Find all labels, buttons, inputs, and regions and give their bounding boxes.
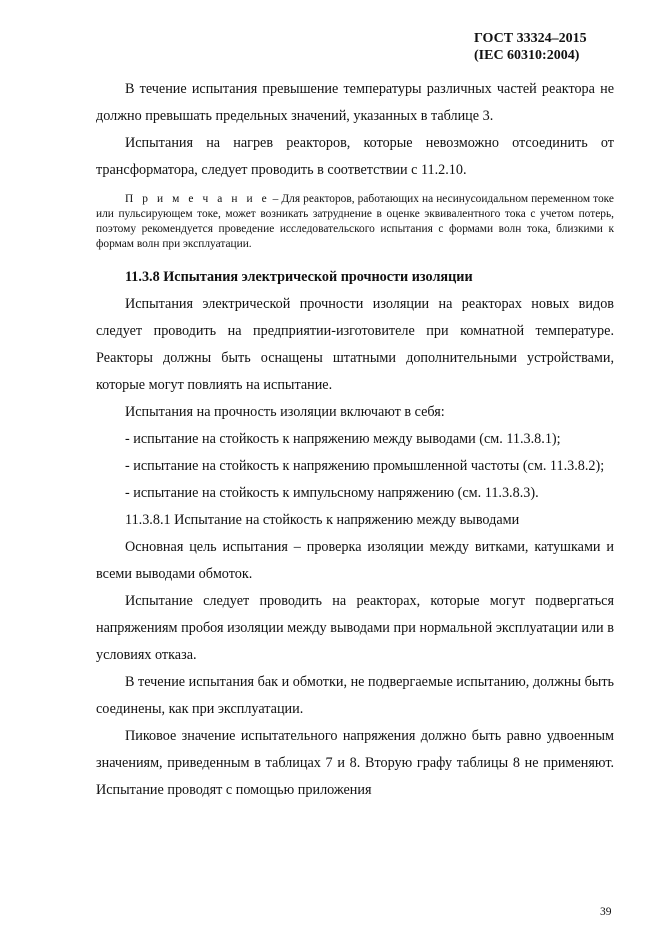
note-label: П р и м е ч а н и е bbox=[125, 193, 270, 205]
standard-reference: (IEC 60310:2004) bbox=[474, 48, 580, 63]
paragraph-temperature-limit: В течение испытания превышение температуры различных частей реактора не должно превышать предельных значений, указанных в таблице 3. bbox=[96, 81, 614, 124]
page-number: 39 bbox=[600, 906, 612, 918]
section-heading: 11.3.8 Испытания электрической прочности изоляции bbox=[125, 269, 473, 285]
paragraph-purpose: Основная цель испытания – проверка изоляции между витками, катушками и всеми выводами обмоток. bbox=[96, 539, 614, 582]
paragraph-tank-connection: В течение испытания бак и обмотки, не подвергаемые испытанию, должны быть соединены, как при эксплуатации. bbox=[96, 674, 614, 717]
note bbox=[96, 192, 614, 252]
list-item-1: - испытание на стойкость к напряжению между выводами (см. 11.3.8.1); bbox=[125, 431, 561, 447]
paragraph-applicability: Испытание следует проводить на реакторах, которые могут подвергаться напряжениям пробоя изоляции между выводами при нормальной эксплуатации или в условиях отказа. bbox=[96, 593, 614, 663]
list-item-2: - испытание на стойкость к напряжению промышленной частоты (см. 11.3.8.2); bbox=[125, 458, 605, 474]
paragraph-heating-tests: Испытания на нагрев реакторов, которые невозможно отсоединить от трансформатора, следует проводить в соответствии с 11.2.10. bbox=[96, 135, 614, 178]
page-body bbox=[96, 76, 614, 804]
subsection-heading: 11.3.8.1 Испытание на стойкость к напряжению между выводами bbox=[125, 512, 520, 528]
paragraph-peak-voltage: Пиковое значение испытательного напряжения должно быть равно удвоенным значениям, приведенным в таблицах 7 и 8. Вторую графу таблицы 8 не применяют. Испытание проводят с помощью приложения bbox=[96, 728, 614, 798]
document-header bbox=[474, 30, 624, 64]
note-text: – Для реакторов, работающих на несинусоидальном переменном токе или пульсирующем токе, может возникать затруднение в оценке эквивалентного тока с учетом потерь, поэтому рекомендуется проведение исследовательского испытания с формами волн тока, близкими к формам волн при эксплуатации. bbox=[96, 193, 614, 250]
paragraph-tests-include: Испытания на прочность изоляции включают в себя: bbox=[125, 404, 445, 420]
standard-number: ГОСТ 33324–2015 bbox=[474, 31, 587, 46]
list-item-3: - испытание на стойкость к импульсному напряжению (см. 11.3.8.3). bbox=[125, 485, 539, 501]
paragraph-dielectric-tests: Испытания электрической прочности изоляции на реакторах новых видов следует проводить на предприятии-изготовителе при комнатной температуре. Реакторы должны быть оснащены штатными дополнительными устройствами, которые могут повлиять на испытание. bbox=[96, 296, 614, 393]
